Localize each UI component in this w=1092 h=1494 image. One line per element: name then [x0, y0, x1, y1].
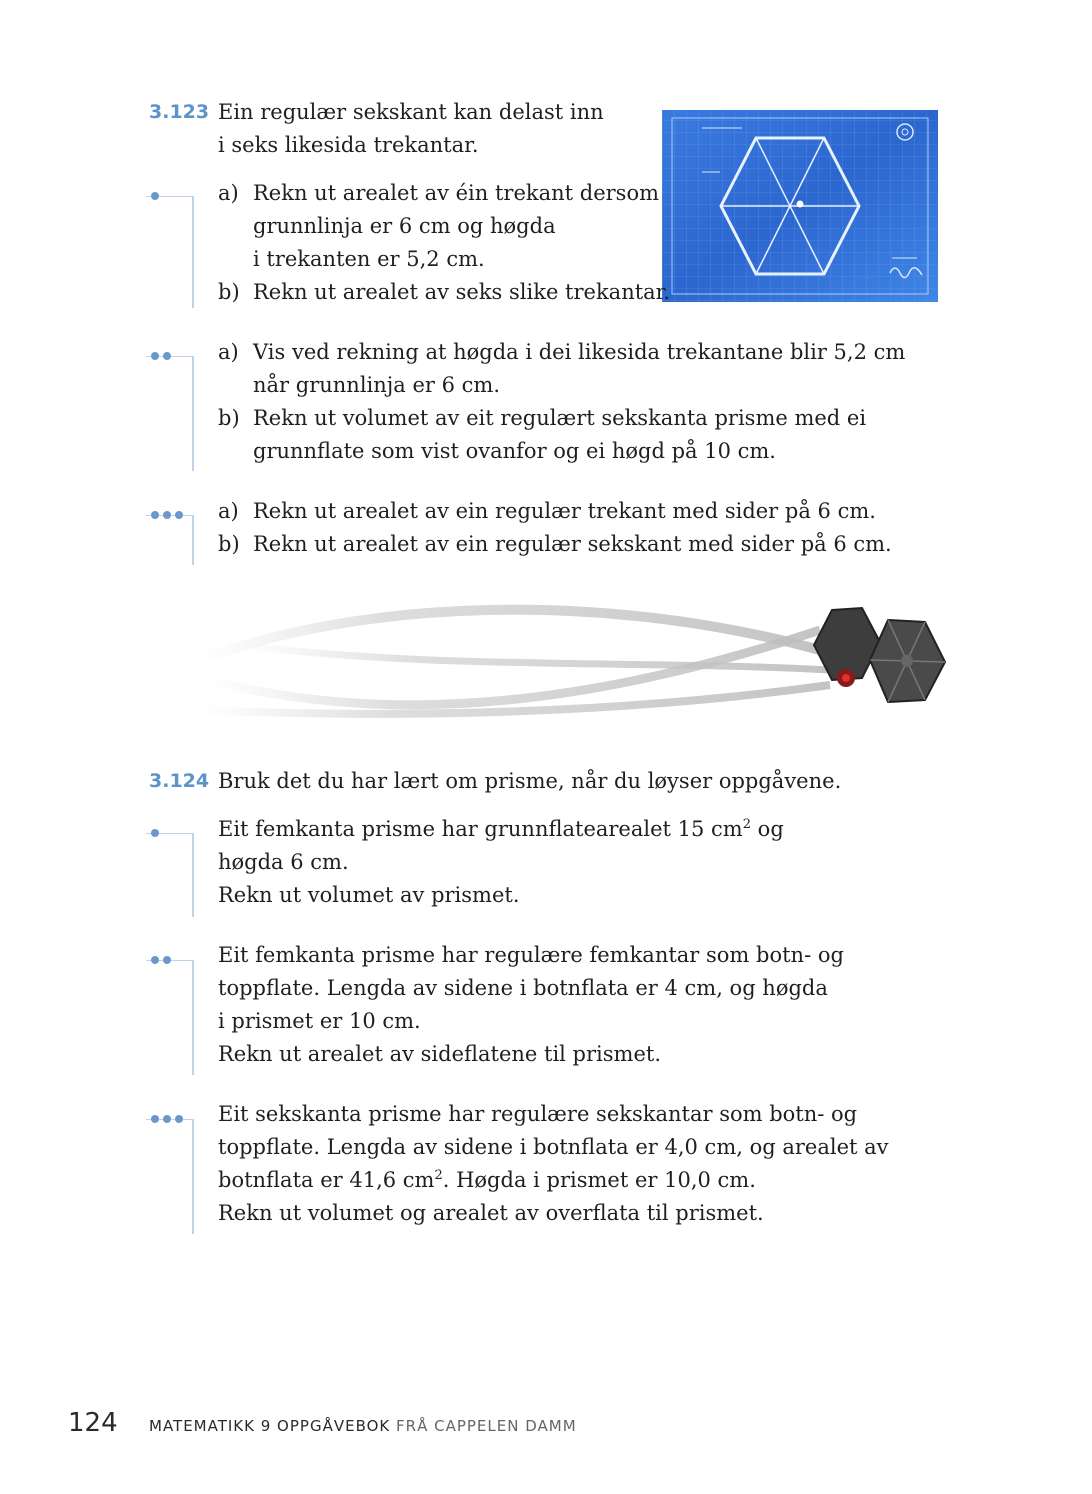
difficulty-dot — [151, 956, 159, 964]
subtask-text: når grunnlinja er 6 cm. — [253, 373, 501, 397]
subtask-text: Rekn ut volumet av eit regulært sekskanta prisme med ei — [253, 406, 867, 430]
publisher-text: FRÅ CAPPELEN DAMM — [396, 1417, 577, 1435]
task-3123-l1-b — [218, 276, 670, 309]
difficulty-dot — [175, 1115, 183, 1123]
book-title-text: MATEMATIKK 9 OPPGÅVEBOK — [149, 1417, 391, 1435]
task-3124-l2-line-3: i prismet er 10 cm. — [218, 1009, 421, 1033]
task-3123-l3-a — [218, 495, 876, 528]
subtask-label-b: b) — [218, 532, 240, 556]
superscript: 2 — [434, 1168, 443, 1183]
difficulty-dot — [151, 829, 159, 837]
difficulty-dot — [163, 511, 171, 519]
task-number-3124: 3.124 — [149, 770, 210, 792]
task-3124-l2-line-1: Eit femkanta prisme har regulære femkantar som botn- og — [218, 943, 844, 967]
task-3124-l2-line-4: Rekn ut arealet av sideflatene til prismet. — [218, 1042, 661, 1066]
subtask-label-a: a) — [218, 340, 239, 364]
fighter-ship-drawing — [180, 590, 960, 740]
difficulty-dot — [151, 1115, 159, 1123]
task-3124-l3-line-3 — [218, 1164, 756, 1197]
blueprint-hexagon-illustration — [662, 108, 940, 304]
subtask-text: Rekn ut arealet av seks slike trekantar. — [253, 280, 671, 304]
subtask-text: Vis ved rekning at høgda i dei likesida trekantane blir 5,2 cm — [253, 340, 906, 364]
subtask-text: Rekn ut arealet av ein regulær sekskant med sider på 6 cm. — [253, 532, 892, 556]
task-3123-l2-a — [218, 336, 905, 369]
text-segment: botnflata er 41,6 cm — [218, 1168, 435, 1192]
page-number: 124 — [68, 1408, 118, 1438]
subtask-label-a: a) — [218, 181, 239, 205]
subtask-text: Rekn ut arealet av éin trekant dersom — [253, 181, 660, 205]
subtask-text: grunnlinja er 6 cm og høgda — [253, 214, 556, 238]
task-3124-l3-line-1: Eit sekskanta prisme har regulære sekskantar som botn- og — [218, 1102, 858, 1126]
task-3123-intro-line-1: Ein regulær sekskant kan delast inn — [218, 100, 604, 124]
task-3124-l1-line-2: høgda 6 cm. — [218, 850, 349, 874]
difficulty-dot — [163, 352, 171, 360]
task-3124-intro: Bruk det du har lært om prisme, når du løyser oppgåvene. — [218, 769, 842, 793]
task-number-3123: 3.123 — [149, 101, 210, 123]
difficulty-dot — [163, 956, 171, 964]
blueprint-hexagon-image — [662, 108, 940, 304]
task-3124-l2-line-2: toppflate. Lengda av sidene i botnflata er 4 cm, og høgda — [218, 976, 828, 1000]
subtask-label-b: b) — [218, 280, 240, 304]
subtask-text: grunnflate som vist ovanfor og ei høgd på 10 cm. — [253, 439, 776, 463]
subtask-label-b: b) — [218, 406, 240, 430]
superscript: 2 — [742, 817, 751, 832]
book-title — [149, 1417, 577, 1435]
task-3123-l2-b — [218, 402, 866, 435]
difficulty-dot — [151, 511, 159, 519]
text-segment: og — [751, 817, 784, 841]
text-segment: Eit femkanta prisme har grunnflatearealet 15 cm — [218, 817, 743, 841]
task-3124-l3-line-2: toppflate. Lengda av sidene i botnflata er 4,0 cm, og arealet av — [218, 1135, 889, 1159]
difficulty-dot — [163, 1115, 171, 1123]
task-3124-l3-line-4: Rekn ut volumet og arealet av overflata til prismet. — [218, 1201, 764, 1225]
task-3124-l1-line-3: Rekn ut volumet av prismet. — [218, 883, 520, 907]
fighter-ship-illustration — [180, 590, 960, 740]
subtask-text: i trekanten er 5,2 cm. — [253, 247, 485, 271]
difficulty-dot — [151, 192, 159, 200]
subtask-text: Rekn ut arealet av ein regulær trekant med sider på 6 cm. — [253, 499, 876, 523]
text-segment: . Høgda i prismet er 10,0 cm. — [442, 1168, 756, 1192]
difficulty-dot — [151, 352, 159, 360]
task-3123-l1-a — [218, 177, 659, 210]
difficulty-dot — [175, 511, 183, 519]
task-3123-intro-line-2: i seks likesida trekantar. — [218, 133, 479, 157]
task-3123-l3-b — [218, 528, 892, 561]
task-3124-l1-line-1 — [218, 813, 784, 846]
subtask-label-a: a) — [218, 499, 239, 523]
